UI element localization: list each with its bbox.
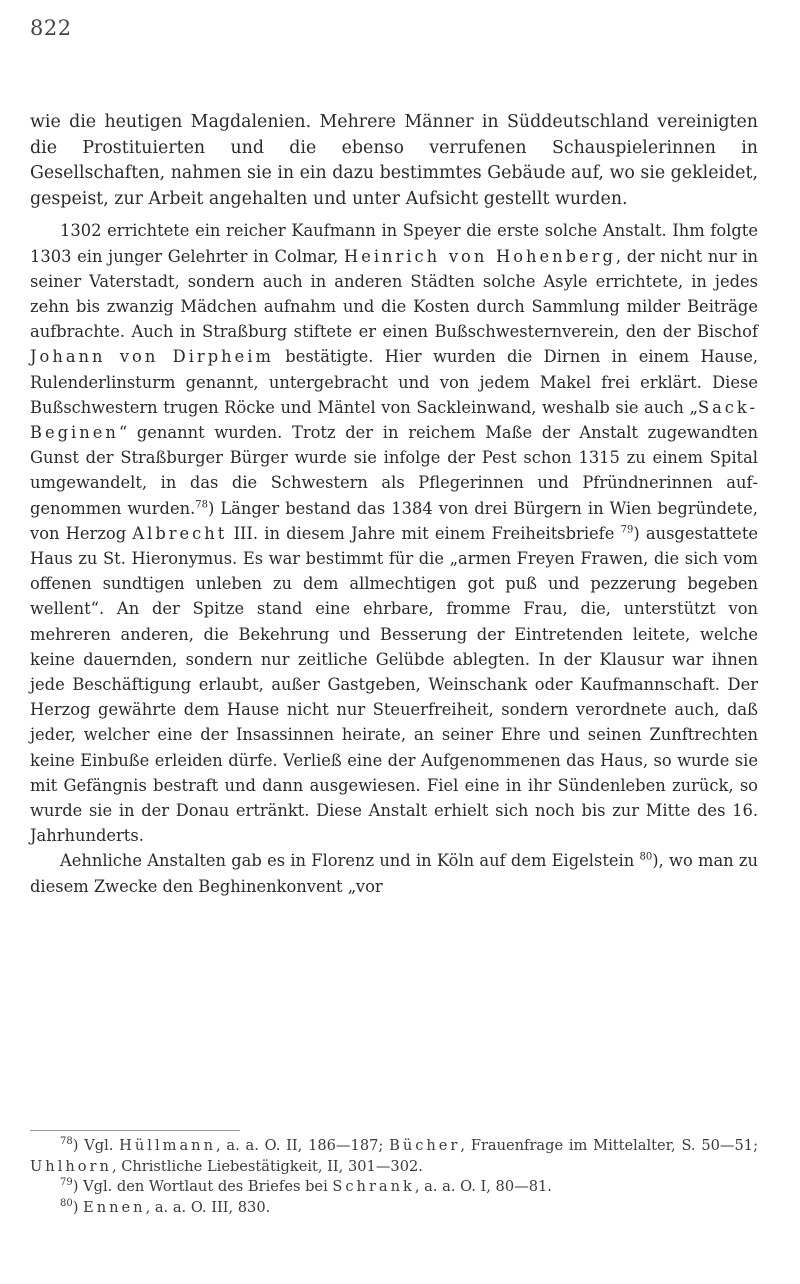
paragraph-2	[30, 218, 758, 848]
author-buecher: Bücher	[389, 1137, 461, 1154]
person-name-johann-von-dirpheim: Johann von Dirpheim	[30, 347, 274, 367]
footnote-80	[30, 1198, 758, 1219]
person-name-albrecht: Albrecht	[132, 523, 228, 543]
footnote-ref-80: 80	[639, 852, 653, 864]
footnote-78-text-2: , a. a. O. II, 186—187;	[215, 1137, 384, 1154]
footnote-mark-78: 78	[60, 1136, 73, 1148]
footnote-mark-80: 80	[60, 1197, 73, 1209]
footnote-80-text-1: )	[72, 1198, 79, 1216]
footnote-79-text-1: ) Vgl. den Wortlaut des Briefes bei	[72, 1178, 328, 1195]
footnote-ref-79: 79	[620, 524, 634, 536]
footnote-79	[30, 1177, 758, 1198]
page-number: 822	[30, 16, 72, 40]
paragraph-3	[30, 848, 758, 898]
footnote-78-text-3: , Frauenfrage im Mittelalter, S. 50—51;	[460, 1137, 758, 1154]
paragraph-1: wie die heutigen Magdalenien. Mehrere Männer in Süddeutschland vereinigten die Prostituierten und die ebenso verrufenen Schauspielerinnen in Gesellschaften, nahmen sie in ein dazu bestimmtes Gebäude auf, wo sie gekleidet, gespeist, zur Arbeit angehalten und unter Aufsicht gestellt wurden.	[30, 112, 758, 209]
footnote-78-text-1: ) Vgl.	[72, 1137, 114, 1154]
p2-text-1: 1302 errichtete ein reicher Kaufmann in Speyer die erste solche Anstalt. Ihm folgte 1303 ein junger Gelehrter in Colmar,	[30, 221, 758, 266]
author-huellmann: Hüllmann	[119, 1137, 216, 1154]
author-uhlhorn: Uhlhorn	[30, 1157, 112, 1175]
p2-text-4: “ genannt wurden. Trotz der in reichem Maße der Anstalt zugewandten Gunst der Straßburger Bürger wurde sie infolge der Pest schon 1315 zu einem Spital umgewandelt, in das die Schwestern als Pflegerinnen und Pfründnerinnen aufgenommen wurden.	[30, 423, 758, 518]
p3-text-2: ), wo man zu diesem Zwecke den Beghinenkonvent „vor	[30, 851, 758, 896]
footnotes	[30, 1136, 758, 1218]
footnote-80-text-2: , a. a. O. III, 830.	[145, 1198, 271, 1216]
p2-text-5: ) Länger bestand das 1384 von drei Bürgern in Wien begründete, von Herzog	[30, 498, 758, 543]
person-name-heinrich-von-hohenberg: Heinrich von Hohenberg	[344, 246, 616, 266]
body-text	[30, 110, 758, 899]
author-ennen: Ennen	[83, 1198, 146, 1216]
p2-text-7: ) ausgestattete Haus zu St. Hieronymus. Es war bestimmt für die „armen Freyen Frawen, die sich vom offenen sundtigen unleben zu dem allmechtigen got puß und pezzerung begeben wellent“. An der Spitze stand eine ehrbare, fromme Frau, die, unterstützt von mehreren anderen, die Bekehrung und Besserung der Eintretenden leitete, welche keine dauernden, sondern nur zeitliche Gelübde ablegten. In der Klausur war ihnen jede Beschäftigung erlaubt, außer Gastgeben, Weinschank oder Kaufmannschaft. Der Herzog gewährte dem Hause nicht nur Steuerfreiheit, sondern verordnete auch, daß jeder, welcher eine der Insassinnen heirate, an seiner Ehre und seinen Zunftrechten keine Einbuße erleiden dürfe. Verließ eine der Aufgenommenen das Haus, so wurde sie mit Gefängnis bestraft und dann ausgewiesen. Fiel eine in ihr Sündenleben zurück, so wurde sie in der Donau ertränkt. Diese Anstalt erhielt sich noch bis zur Mitte des 16. Jahrhunderts.	[30, 523, 758, 846]
footnote-78	[30, 1136, 758, 1177]
p2-text-3: bestätigte. Hier wurden die Dirnen in einem Hause, Rulenderlinsturm genannt, untergebracht und von jedem Makel frei erklärt. Diese Bußschwestern trugen Röcke und Mäntel von Sackleinwand, weshalb sie auch „	[30, 347, 758, 417]
footnote-ref-78: 78	[195, 499, 209, 511]
p2-text-2: , der nicht nur in seiner Vaterstadt, sondern auch in anderen Städten solche Asyle errichtete, in jedes zehn bis zwanzig Mädchen aufnahm und die Kosten durch Sammlung milder Beiträge aufbrachte. Auch in Straßburg stiftete er einen Bußschwesternverein, den der Bischof	[30, 246, 758, 342]
term-sack-beginen: Sack-Beginen	[30, 397, 758, 442]
author-schrank: Schrank	[332, 1178, 415, 1195]
p3-text-1: Aehnliche Anstalten gab es in Florenz und in Köln auf dem Eigelstein	[60, 851, 635, 871]
footnote-79-text-2: , a. a. O. I, 80—81.	[414, 1178, 552, 1195]
p2-text-6: III. in diesem Jahre mit einem Freiheitsbriefe	[233, 523, 615, 543]
footnote-mark-79: 79	[60, 1177, 73, 1189]
footnote-78-text-4: , Christliche Liebestätigkeit, II, 301—302.	[111, 1157, 423, 1175]
footnote-divider	[30, 1130, 240, 1131]
